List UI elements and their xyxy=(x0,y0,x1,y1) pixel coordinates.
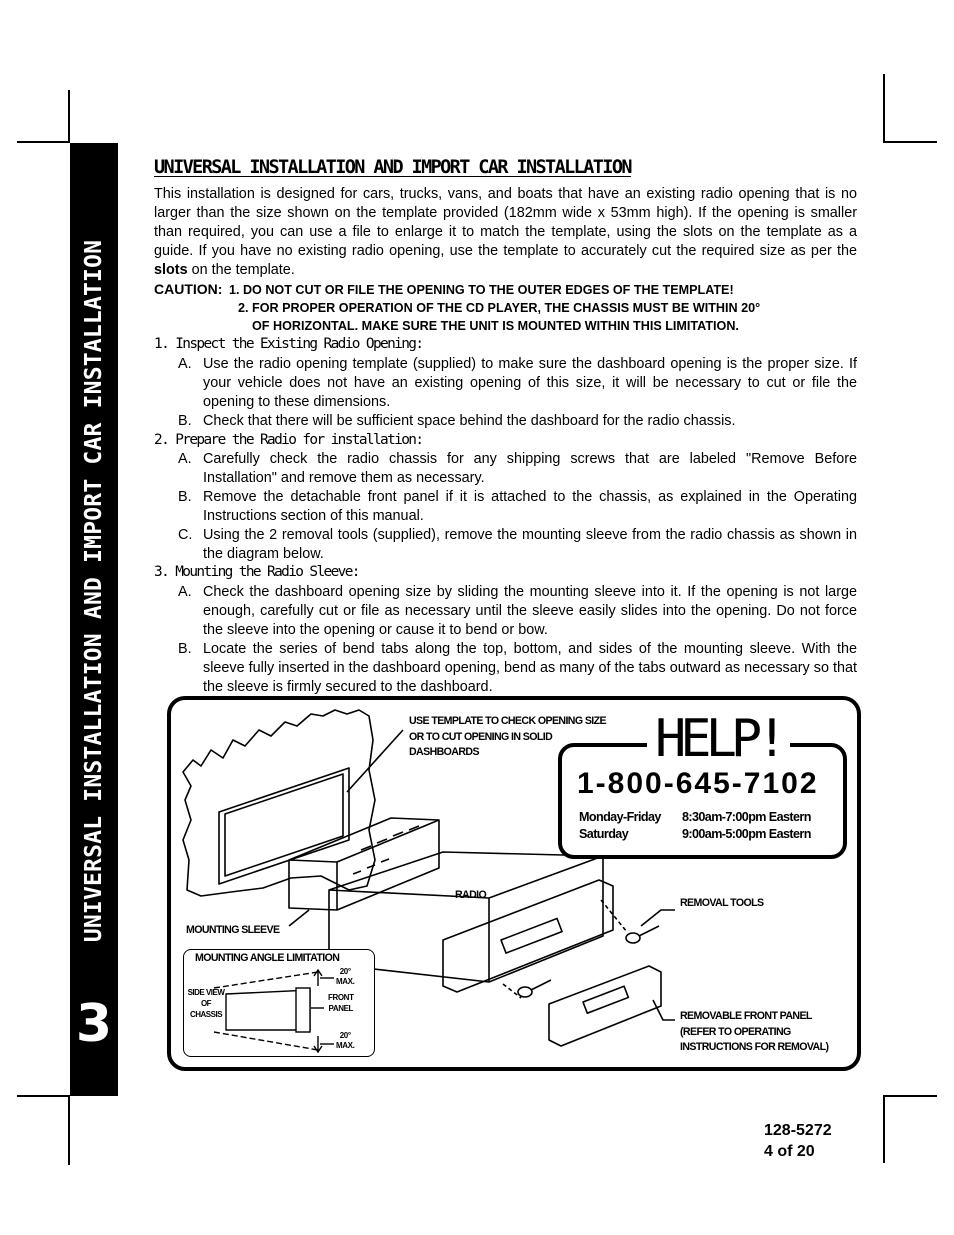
caution-line-2: 2. FOR PROPER OPERATION OF THE CD PLAYER, THE CHASSIS MUST BE WITHIN 20° xyxy=(238,300,761,315)
step-item xyxy=(178,640,857,697)
front-panel-small-label xyxy=(328,992,354,1014)
side-view-line: SIDE VIEW xyxy=(187,988,225,997)
item-letter: C. xyxy=(178,526,193,543)
item-letter: B. xyxy=(178,488,192,505)
page-content xyxy=(154,157,857,696)
help-hours xyxy=(579,809,811,843)
page-number: 4 of 20 xyxy=(764,1143,815,1160)
removal-tool-shaft xyxy=(531,980,551,990)
caution-label: CAUTION: xyxy=(154,280,223,297)
crop-mark xyxy=(883,141,937,143)
front-panel-small-line: PANEL xyxy=(328,1004,354,1013)
front-panel-label xyxy=(680,1009,828,1056)
hours-time: 8:30am-7:00pm Eastern xyxy=(682,810,811,824)
top-angle-max: MAX. xyxy=(336,977,355,986)
template-note-line: USE TEMPLATE TO CHECK OPENING SIZE xyxy=(409,715,606,727)
chapter-sidebar xyxy=(70,143,118,1096)
sidebar-title: UNIVERSAL INSTALLATION AND IMPORT CAR INSTALLATION xyxy=(81,239,107,943)
item-letter: B. xyxy=(178,640,192,657)
step-title: 2. Prepare the Radio for installation: xyxy=(154,431,423,448)
dashboard-outline xyxy=(183,710,375,896)
item-text: Carefully check the radio chassis for any shipping screws that are labeled "Remove Before Installation" and remove them as necessary. xyxy=(203,451,857,486)
part-number: 128-5272 xyxy=(764,1122,832,1139)
help-box xyxy=(558,709,847,859)
caution-block xyxy=(154,280,857,336)
item-letter: A. xyxy=(178,583,192,600)
step-item xyxy=(178,355,857,412)
item-letter: A. xyxy=(178,451,192,468)
angle-limit-line xyxy=(214,1032,318,1050)
removal-tools-label: REMOVAL TOOLS xyxy=(680,897,764,909)
step-item xyxy=(178,488,857,526)
side-view-label xyxy=(186,987,226,1020)
angle-limitation-box xyxy=(183,949,375,1057)
hours-row xyxy=(579,826,811,843)
mounting-sleeve-label: MOUNTING SLEEVE xyxy=(186,924,280,936)
crop-mark xyxy=(883,1095,937,1097)
crop-mark xyxy=(883,1095,885,1163)
removal-tool-shaft xyxy=(639,926,659,936)
item-text: Use the radio opening template (supplied) to make sure the dashboard opening is the proper size. If your vehicle does not have an existing opening of this size, it will be necessary to cut or file the opening to these dimensions. xyxy=(203,355,857,410)
item-text: Remove the detachable front panel if it is attached to the chassis, as explained in the Operating Instructions section of this manual. xyxy=(203,488,857,524)
hours-row xyxy=(579,809,811,826)
intro-text-end: on the template. xyxy=(187,261,295,278)
bottom-angle-max: MAX. xyxy=(336,1041,355,1050)
step-title: 1. Inspect the Existing Radio Opening: xyxy=(154,336,423,353)
crop-mark xyxy=(883,74,885,142)
bottom-angle-label xyxy=(336,1031,354,1051)
step-item xyxy=(178,526,857,564)
mounting-sleeve xyxy=(289,818,439,910)
page-title: UNIVERSAL INSTALLATION AND IMPORT CAR INSTALLATION xyxy=(154,157,631,178)
hours-days: Saturday xyxy=(579,827,629,841)
installation-diagram xyxy=(167,696,861,1071)
angle-box-title: MOUNTING ANGLE LIMITATION xyxy=(195,952,340,964)
step-item xyxy=(178,450,857,488)
help-title: HELP! xyxy=(647,711,790,767)
leader-line xyxy=(653,1000,675,1020)
item-text: Using the 2 removal tools (supplied), remove the mounting sleeve from the radio chassis as shown in the diagram below. xyxy=(203,526,857,562)
item-letter: A. xyxy=(178,355,192,372)
step-item xyxy=(178,412,857,431)
help-phone-number[interactable]: 1-800-645-7102 xyxy=(577,767,819,800)
intro-paragraph xyxy=(154,185,857,280)
template-note-line: DASHBOARDS xyxy=(409,746,479,758)
dashboard-opening xyxy=(219,768,349,884)
front-panel-line: INSTRUCTIONS FOR REMOVAL) xyxy=(680,1041,829,1053)
caution-line-3: OF HORIZONTAL. MAKE SURE THE UNIT IS MOUNTED WITHIN THIS LIMITATION. xyxy=(252,319,739,334)
removal-tool xyxy=(626,933,640,943)
front-panel-display xyxy=(583,986,628,1013)
chapter-number: 3 xyxy=(75,994,113,1054)
front-panel-side xyxy=(296,988,310,1032)
item-letter: B. xyxy=(178,412,192,429)
hours-days: Monday-Friday xyxy=(579,810,661,824)
radio-display xyxy=(501,918,562,953)
top-angle-label xyxy=(336,967,354,987)
template-note-line: OR TO CUT OPENING IN SOLID xyxy=(409,730,553,743)
front-panel-line: (REFER TO OPERATING xyxy=(680,1025,791,1038)
crop-mark xyxy=(17,1095,70,1097)
removal-tool-guide xyxy=(601,900,627,932)
item-text: Check the dashboard opening size by sliding the mounting sleeve into it. If the opening is not large enough, carefully cut or file as necessary until the sleeve easily slides into the opening. Do not force the sleeve into the opening or cause it to bend or bow. xyxy=(203,583,857,638)
leader-line xyxy=(347,730,403,792)
item-text: Check that there will be sufficient space behind the dashboard for the radio chassis. xyxy=(203,412,736,429)
item-text: Locate the series of bend tabs along the top, bottom, and sides of the mounting sleeve. With the sleeve fully inserted in the dashboard opening, bend as many of the tabs outward as necessary so that the sleeve is firmly secured to the dashboard. xyxy=(203,640,857,695)
top-angle-value: 20° xyxy=(339,967,351,976)
leader-line xyxy=(289,910,309,926)
step-title: 3. Mounting the Radio Sleeve: xyxy=(154,564,359,581)
crop-mark xyxy=(68,90,70,143)
caution-line-1: 1. DO NOT CUT OR FILE THE OPENING TO THE OUTER EDGES OF THE TEMPLATE! xyxy=(228,282,734,297)
radio-label: RADIO xyxy=(455,889,487,901)
front-panel-small-line: FRONT xyxy=(328,993,354,1002)
bottom-angle-value: 20° xyxy=(339,1031,351,1040)
front-panel-line: REMOVABLE FRONT PANEL xyxy=(680,1010,812,1022)
removal-tool xyxy=(518,987,532,997)
side-view-line: OF xyxy=(200,999,212,1008)
page-footer xyxy=(764,1120,832,1162)
angle-limit-line xyxy=(214,972,318,988)
side-view-line: CHASSIS xyxy=(189,1010,223,1019)
step-item xyxy=(178,583,857,640)
intro-bold-word: slots xyxy=(154,261,188,278)
leader-line xyxy=(641,910,675,926)
crop-mark xyxy=(68,1096,70,1165)
crop-mark xyxy=(17,141,70,143)
intro-text: This installation is designed for cars, trucks, vans, and boats that have an existing radio opening that is no larger than the size shown on the template provided (182mm wide x 53mm high). If the opening is smaller than required, you can use a file to enlarge it to match the template, using the slots on the template as a guide. If you have no existing radio opening, use the template to accurately cut the required size as per the xyxy=(154,186,857,259)
hours-time: 9:00am-5:00pm Eastern xyxy=(682,827,811,841)
